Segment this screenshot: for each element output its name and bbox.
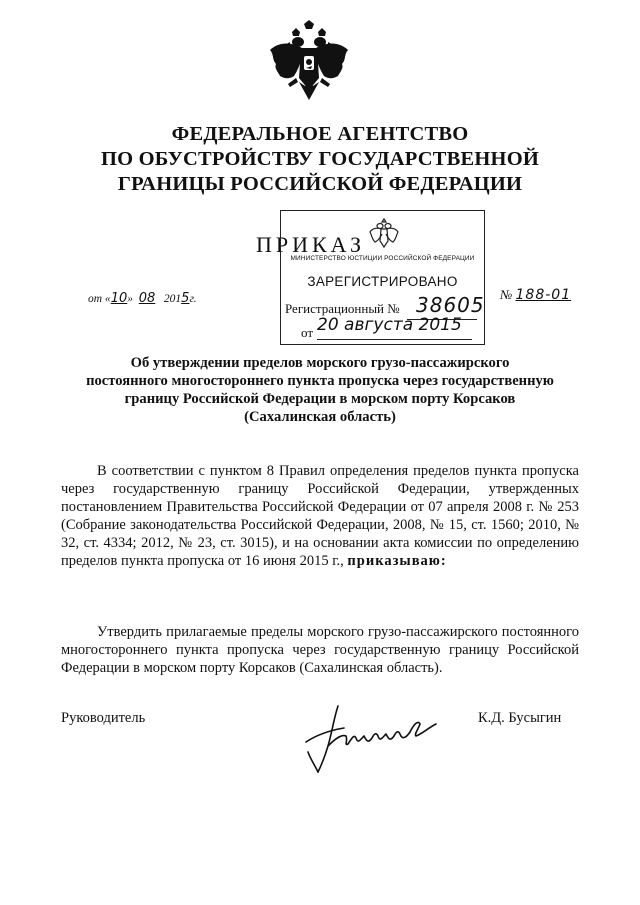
title-line: постоянного многостороннего пункта пропуска через государственную: [86, 373, 554, 389]
body-paragraph-1: [61, 462, 579, 570]
stamp-date-label: от: [301, 325, 314, 340]
order-date-year-digit: 5: [181, 291, 190, 306]
registration-stamp: [280, 210, 485, 345]
paragraph-1-text: В соответствии с пунктом 8 Правил определения пределов пункта пропуска через государственную границу Российской Федерации, утвержденных постановлением Правительства Российской Федерации от 07 апреля 2008 г. № 253 (Собрание законодательства Российской Федерации, 2008, № 15, ст. 1560; 2010, № 32, ст. 4334; 2012, № 23, ст. 3015), и на основании акта комиссии по определению пределов пункта пропуска от 16 июня 2015 г.,: [61, 463, 579, 569]
order-date: [88, 291, 197, 306]
order-date-year-prefix: 201: [163, 293, 182, 305]
title-line: границу Российской Федерации в морском порту Корсаков: [124, 391, 516, 407]
order-number-value: 188-01: [515, 287, 572, 303]
stamp-date: 20 августа 2015: [317, 315, 462, 335]
order-date-suffix: г.: [189, 293, 197, 305]
stamp-number: 38605: [416, 293, 485, 317]
title-line: Об утверждении пределов морского грузо-пассажирского: [130, 355, 510, 371]
agency-line: ГРАНИЦЫ РОССИЙСКОЙ ФЕДЕРАЦИИ: [117, 173, 523, 195]
stamp-number-label: Регистрационный №: [285, 301, 400, 316]
double-headed-eagle-icon: [268, 20, 350, 106]
stamp-date-underline: [317, 339, 472, 340]
order-word: приказываю:: [347, 553, 447, 569]
order-number: [500, 287, 571, 303]
handwritten-signature: [288, 698, 448, 778]
agency-name: [60, 122, 580, 197]
order-date-month: 08: [138, 291, 156, 306]
body-paragraph-2: Утвердить прилагаемые пределы морского грузо-пассажирского постоянного многостороннего пункта пропуска через государственную границу Российской Федерации в морском порту Корсаков (Сахалинская область).: [61, 624, 579, 676]
agency-line: ПО ОБУСТРОЙСТВУ ГОСУДАРСТВЕННОЙ: [101, 148, 539, 170]
stamp-ministry: МИНИСТЕРСТВО ЮСТИЦИИ РОССИЙСКОЙ ФЕДЕРАЦИИ: [290, 255, 475, 262]
signer-name: К.Д. Бусыгин: [478, 710, 562, 726]
agency-line: ФЕДЕРАЛЬНОЕ АГЕНТСТВО: [171, 123, 469, 145]
order-title: [80, 354, 560, 426]
signer-role: Руководитель: [61, 710, 146, 726]
doc-type: ПРИКАЗ: [256, 232, 366, 257]
title-line: (Сахалинская область): [244, 409, 396, 425]
order-date-mid: »: [127, 293, 133, 305]
order-number-label: №: [500, 287, 513, 302]
stamp-registered: ЗАРЕГИСТРИРОВАНО: [307, 274, 458, 289]
order-date-day: 10: [110, 291, 128, 306]
order-date-prefix: от «: [88, 293, 111, 305]
stamp-eagle-icon: [369, 217, 399, 249]
